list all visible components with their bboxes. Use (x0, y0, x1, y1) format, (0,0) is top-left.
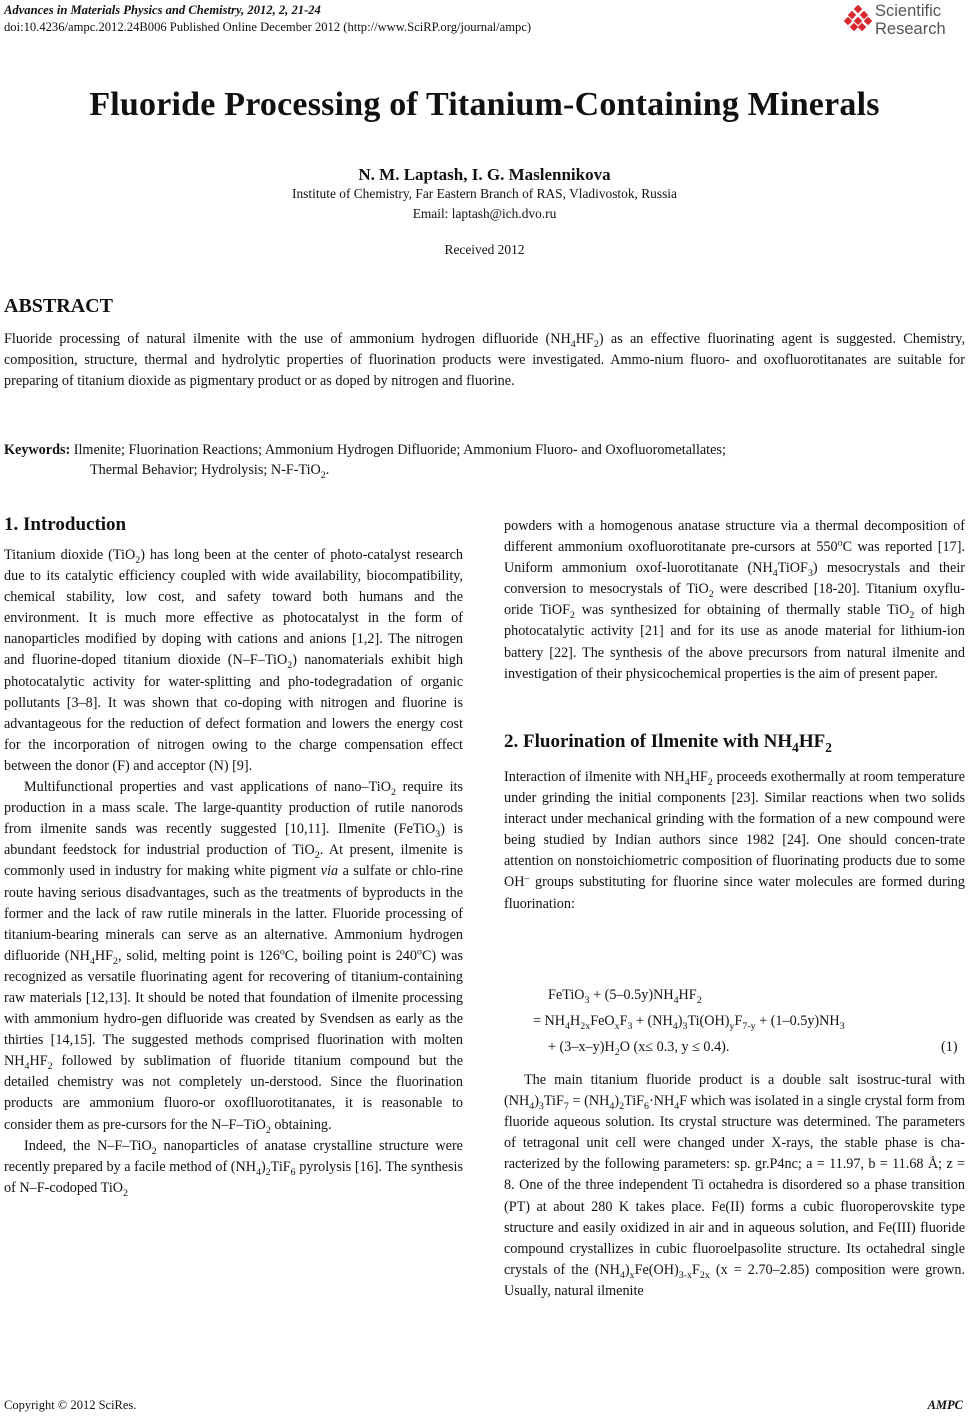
keywords: Keywords: Ilmenite; Fluorination Reactions; Ammonium Hydrogen Difluoride; Ammonium Fluoro- and Oxofluorometallates; Thermal Behavior; Hydrolysis; N-F-TiO$_2$. (4, 442, 726, 481)
email: Email: laptash@ich.dvo.ru (412, 206, 557, 221)
doi-line: doi:10.4236/ampc.2012.24B006 Published Online December 2012 (http://www.SciRP.org/journal/ampc) (4, 20, 532, 34)
logo-mark-icon (845, 6, 871, 32)
section-2-heading: 2. Fluorination of Ilmenite with $NH_4HF_2$ (504, 731, 832, 755)
received-date: Received 2012 (444, 242, 525, 257)
equation-line-1: FeTiO$_3$ + $(5-0.5y)NH_4HF_2$ (548, 987, 702, 1006)
introduction-column: Titanium dioxide (TiO$_2$) has long been at the center of photo-catalyst research due to its catalytic efficiency coupled with wide availability, biocompatibility, chemical stability, low cost, and safety toward both humans and the environment. It is much more effective as photocatalyst in the form of nanoparticles modified by doping with cations and anions [1,2]. The nitrogen and fluorine-doped titanium dioxide (N–F–TiO$_2$) nanomaterials exhibit high photocatalytic activity for water-splitting and pho-todegradation of organic pollutants [3–8]. It was shown that co-doping with nitrogen and fluorine is advantageous for the reduction of defect formation and lowers the energy cost for the incorporation of nitrogen owing to the charge compensation effect between the donor (F) and acceptor (N) [9]. Multifunctional properties and vast applications of nano–TiO$_2$ require its production in a mass scale. The large-quantity production of rutile nanorods from ilmenite sands was recently suggested [10,11]. Ilmenite (FeTiO$_3$) is abundant feedstock for industrial production of TiO$_2$. At present, ilmenite is commonly used in industry for making white pigment via a sulfate or chlo-rine route having serious disadvantages, such as the treatments of byproducts in the former and the lack of raw rutile minerals in the latter. Fluoride processing of titanium-bearing minerals can serve as an alternative. Ammonium hydrogen difluoride ($NH_4HF_2$, solid, melting point is 126$^o$C, boiling point is 240$^o$C) was recognized as versatile fluorinating agent for recovering of titanium-containing raw materials [12,13]. It should be noted that foundation of ilmenite processing with ammonium hydro-gen difluoride was created by Svendsen as early as the thirties [14,15]. The suggested methods comprised fluorination with molten $NH_4HF_2$ followed by sublimation of fluoride titanium compound but the detailed chemistry was not completely un-derstood. Since the fluorination products are ammonium fluoro-or oxoflluorotitanates, it is reasonable to consider them as pre-cursors for the N–F–TiO$_2$ obtaining. Indeed, the N–F–TiO$_2$ nanoparticles of anatase crystalline structure were recently prepared by a facile method of $(NH_4)_2TiF_6$ pyrolysis [16]. The synthesis of N–F-codoped TiO$_2$ (4, 547, 463, 1199)
footer-journal-abbr: AMPC (927, 1398, 963, 1412)
keywords-label: Keywords: (4, 442, 71, 458)
equation-line-3: + $(3-x-y)H_2O$ (x≤ 0.3, y ≤ 0.4). (548, 1039, 730, 1058)
journal-name: Advances in Materials Physics and Chemistry (4, 3, 242, 17)
publisher-logo (845, 2, 963, 42)
logo-text: Scientific Research (875, 2, 946, 38)
affiliation: Institute of Chemistry, Far Eastern Branch of RAS, Vladivostok, Russia (292, 186, 677, 201)
copyright: Copyright © 2012 SciRes. (4, 1398, 137, 1412)
abstract-text: Fluoride processing of natural ilmenite with the use of ammonium hydrogen difluoride $(NH_4HF_2)$ as an effective fluorinating agent is suggested. Chemistry, composition, structure, thermal and hydrolytic properties of fluorination products were investigated. Ammo-nium fluoro- and oxofluorotitanates are suitable for preparing of titanium dioxide as pigmentary product or as doped by nitrogen and fluorine. (4, 331, 965, 389)
right-column-bottom: The main titanium fluoride product is a double salt isostruc-tural with $(NH_4)_3TiF_7 = (NH_4)_2TiF_6\cdot NH_4F$ which was isolated in a single crystal form from fluoride aqueous solution. Its crystal structure was determined. The parameters of tetragonal unit cell were changed under X-rays, the stable phase is cha-racterized by the following parameters: sp. gr.P4nc; a = 11.97, b = 11.68 Å; z = 8. One of the three independent Ti octahedra is disordered so a phase transition (PT) at about 280 K takes place. Fe(II) forms a cubic fluoroperovskite type structure and easily oxidized in air and in aqueous solution, and Fe(III) fluoride compound crystallizes in cubic fluoroelpasolite structure. Its octahedral single crystals of the $(NH_4)_xFe(OH)_{3-x}F_{2x}$ (x = 2.70–2.85) composition were grown. Usually, natural ilmenite (504, 1072, 965, 1299)
right-column-top: powders with a homogenous anatase structure via a thermal decomposition of different ammonium oxofluorotitanate pre-cursors at 550$^o$C was reported [17]. Uniform ammonium oxof-luorotitanate $(NH_4TiOF_3)$ mesocrystals and their conversion to mesocrystals of TiO$_2$ were described [18-20]. Titanium oxyflu-oride TiOF$_2$ was synthesized for obtaining of thermally stable TiO$_2$ of high photocatalytic activity [21] and for its use as anode material for lithium-ion battery [22]. The synthesis of the above precursors from natural ilmenite and investigation of their physicochemical properties is the aim of present paper. (504, 518, 965, 682)
journal-volume: , 2012, 2, 21-24 (241, 3, 321, 17)
authors: N. M. Laptash, I. G. Maslennikova (358, 165, 611, 184)
equation-number: (1) (941, 1039, 958, 1055)
section-1-heading: 1. Introduction (4, 514, 127, 535)
paper-title: Fluoride Processing of Titanium-Containing Minerals (89, 86, 880, 123)
journal-header (4, 2, 531, 36)
equation-line-2: = $NH_4H_{2x}FeO_xF_3 + (NH_4)_3Ti(OH)_yF_{7-y} + (1-0.5y)NH_3$ (533, 1013, 845, 1032)
section-2-text: Interaction of ilmenite with $NH_4HF_2$ proceeds exothermally at room temperature under grinding the initial components [23]. Similar reactions when two solids interact under mechanical grinding with the formation of a new compound were being studied by Indian authors since 1982 [24]. One should concen-trate attention on nonstoichiometric composition of fluorinating products due to some OH– groups substituting for fluorine since water molecules are formed during fluorination: (504, 769, 965, 912)
abstract-heading: ABSTRACT (4, 295, 113, 317)
